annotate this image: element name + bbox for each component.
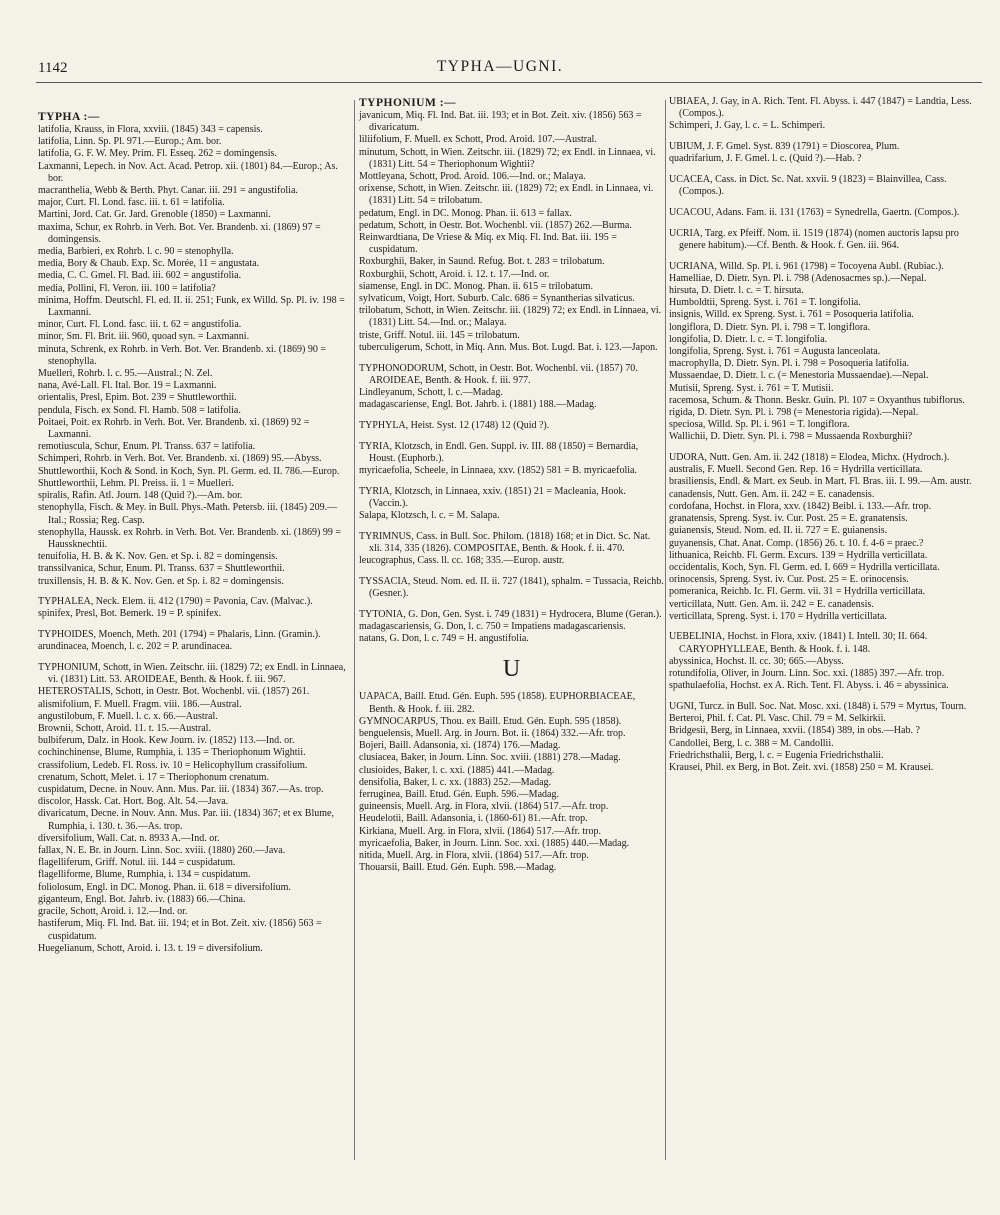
entry-gap: [359, 477, 664, 486]
entry: orientalis, Presl, Epim. Bot. 239 = Shuttleworthii.: [38, 392, 237, 404]
entry: tuberculigerum, Schott, in Miq. Ann. Mus. Bot. Lugd. Bat. i. 123.—Japon.: [359, 341, 658, 353]
entry: UEBELINIA, Hochst. in Flora, xxiv. (1841) I. Intell. 30; II. 664. CARYOPHYLLEAE, Benth. & Hook. f. i. 148.: [669, 631, 928, 655]
entry: Mutisii, Spreng. Syst. i. 761 = T. Mutisii.: [669, 382, 834, 394]
entry: Poitaei, Poit. ex Rohrb. in Verh. Bot. Ver. Brandenb. xi. (1869) 92 = Laxmanni.: [38, 416, 310, 441]
entry: flagelliferum, Griff. Notul. iii. 144 = cuspidatum.: [38, 857, 236, 869]
entry: crenatum, Schott, Melet. i. 17 = Theriophonum crenatum.: [38, 771, 269, 783]
entry: angustilobum, F. Muell. l. c. x. 66.—Austral.: [38, 710, 218, 722]
entry: myricaefolia, Scheele, in Linnaea, xxv. (1852) 581 = B. myricaefolia.: [359, 464, 637, 476]
entry: Muelleri, Rohrb. l. c. 95.—Austral.; N. Zel.: [38, 368, 213, 380]
entry: media, C. C. Gmel. Fl. Bad. iii. 602 = angustifolia.: [38, 270, 242, 282]
entry: pedatum, Schott, in Oestr. Bot. Wochenbl. vii. (1857) 262.—Burma.: [359, 219, 632, 231]
entry: pomeranica, Reichb. Ic. Fl. Germ. vii. 31 = Hydrilla verticillata.: [669, 586, 926, 598]
entry: Wallichii, D. Dietr. Syn. Pl. i. 798 = Mussaenda Roxburghii?: [669, 431, 913, 443]
entry: macranthelia, Webb & Berth. Phyt. Canar. iii. 291 = angustifolia.: [38, 185, 298, 197]
entry: minor, Sm. Fl. Brit. iii. 960, quoad syn. = Laxmanni.: [38, 331, 250, 343]
entry: UCRIA, Targ. ex Pfeiff. Nom. ii. 1519 (1874) (nomen auctoris lapsu pro genere habitum).—Cf. Benth. & Hook. f. Gen. iii. 964.: [669, 227, 959, 251]
entry: macrophylla, D. Dietr. Syn. Pl. i. 798 = Posoqueria latifolia.: [669, 358, 910, 370]
entry-gap: [669, 219, 982, 228]
entry: Brownii, Schott, Aroid. 11. t. 15.—Austral.: [38, 723, 211, 735]
entry: pendula, Fisch. ex Sond. Fl. Hamb. 508 = latifolia.: [38, 404, 241, 416]
entry: hastiferum, Miq. Fl. Ind. Bat. iii. 194; et in Bot. Zeit. xiv. (1856) 563 = cuspidatum.: [38, 918, 322, 942]
column-3: [669, 96, 982, 774]
entry-gap: [669, 198, 982, 207]
entry: Bojeri, Baill. Adansonia, xi. (1874) 176.—Madag.: [359, 740, 561, 752]
entry: sylvaticum, Voigt, Hort. Suburb. Calc. 686 = Synantherias silvaticus.: [359, 293, 635, 305]
entry: Huegelianum, Schott, Aroid. i. 13. t. 19 = diversifolium.: [38, 942, 263, 954]
column-1: [38, 110, 348, 955]
entry: racemosa, Schum. & Thonn. Beskr. Guin. Pl. 107 = Oxyanthus tubiflorus.: [669, 394, 965, 406]
entry: transsilvanica, Schur, Enum. Pl. Transs. 637 = Shuttleworthii.: [38, 563, 285, 575]
entry: quadrifarium, J. F. Gmel. l. c. (Quid ?).—Hab. ?: [669, 153, 862, 165]
section-heading: TYPHONIUM :—: [359, 97, 457, 109]
entry: Berteroi, Phil. f. Cat. Pl. Vasc. Chil. 79 = M. Selkirkii.: [669, 713, 886, 725]
entry: giganteum, Engl. Bot. Jahrb. iv. (1883) 66.—China.: [38, 893, 246, 905]
entry: Friedrichsthalii, Berg, l. c. = Eugenia Friedrichsthalii.: [669, 749, 884, 761]
entry: Kirkiana, Muell. Arg. in Flora, xlvii. (1864) 517.—Afr. trop.: [359, 825, 602, 837]
entry: TYPHYLA, Heist. Syst. 12 (1748) 12 (Quid ?).: [359, 419, 550, 431]
entry: pedatum, Engl. in DC. Monog. Phan. ii. 613 = fallax.: [359, 207, 572, 219]
entry: GYMNOCARPUS, Thou. ex Baill. Etud. Gén. Euph. 595 (1858).: [359, 715, 622, 727]
entry-gap: [669, 444, 982, 453]
entry: longifolia, Spreng. Syst. i. 761 = Augusta lanceolata.: [669, 345, 881, 357]
entry: UAPACA, Baill. Etud. Gén. Euph. 595 (1858). EUPHORBIACEAE, Benth. & Hook. f. iii. 282.: [359, 691, 636, 715]
entry: foliolosum, Engl. in DC. Monog. Phan. ii. 618 = diversifolium.: [38, 881, 291, 893]
column-divider: [354, 100, 355, 1160]
entry: guyanensis, Chat. Anat. Comp. (1856) 26. t. 10. f. 4-6 = praec.?: [669, 537, 924, 549]
entry: TYRIA, Klotzsch, in Linnaea, xxiv. (1851) 21 = Macleania, Hook. (Vaccin.).: [359, 485, 626, 509]
entry: stenophylla, Fisch. & Mey. in Bull. Phys.-Math. Petersb. iii. (1845) 209.—Ital.; Rossia; Reg. Casp.: [38, 502, 338, 526]
section-heading: TYPHA :—: [38, 111, 100, 123]
entry: verticillata, Nutt. Gen. Am. ii. 242 = E. canadensis.: [669, 598, 874, 610]
entry-gap: [359, 411, 664, 420]
entry: Reinwardtiana, De Vriese & Miq. ex Miq. Fl. Ind. Bat. iii. 195 = cuspidatum.: [359, 232, 617, 256]
entry: UBIUM, J. F. Gmel. Syst. 839 (1791) = Dioscorea, Plum.: [669, 141, 900, 153]
entry: major, Curt. Fl. Lond. fasc. iii. t. 61 = latifolia.: [38, 197, 225, 209]
entry: orinocensis, Spreng. Syst. iv. Cur. Post. 25 = E. orinocensis.: [669, 574, 909, 586]
entry: TYRIMNUS, Cass. in Bull. Soc. Philom. (1818) 168; et in Dict. Sc. Nat. xli. 314, 335 (1826). COMPOSITAE, Benth. & Hook. f. ii. 470.: [359, 530, 651, 554]
entry: trilobatum, Schott, in Wien. Zeitschr. iii. (1829) 72; ex Endl. in Linnaea, vi. (1831) Litt. 54.—Ind. or.; Malaya.: [359, 305, 662, 329]
entry: media, Barbieri, ex Rohrb. l. c. 90 = stenophylla.: [38, 246, 234, 258]
entry: latifolia, G. F. W. Mey. Prim. Fl. Esseq. 262 = domingensis.: [38, 148, 277, 160]
entry: Heudelotii, Baill. Adansonia, i. (1860-61) 81.—Afr. trop.: [359, 813, 588, 825]
entry: UCRIANA, Willd. Sp. Pl. i. 961 (1798) = Tocoyena Aubl. (Rubiac.).: [669, 260, 944, 272]
entry: Roxburghii, Schott, Aroid. i. 12. t. 17.—Ind. or.: [359, 268, 550, 280]
section-letter: U: [502, 656, 521, 683]
entry: TYTONIA, G. Don, Gen. Syst. i. 749 (1831) = Hydrocera, Blume (Geran.).: [359, 608, 662, 620]
entry: UDORA, Nutt. Gen. Am. ii. 242 (1818) = Elodea, Michx. (Hydroch.).: [669, 452, 950, 464]
entry-gap: [669, 252, 982, 261]
entry-gap: [669, 166, 982, 175]
entry: leucographus, Cass. ll. cc. 168; 335.—Europ. austr.: [359, 555, 565, 567]
entry: fallax, N. E. Br. in Journ. Linn. Soc. xviii. (1880) 260.—Java.: [38, 845, 286, 857]
entry: siamense, Engl. in DC. Monog. Phan. ii. 615 = trilobatum.: [359, 280, 593, 292]
entry: canadensis, Nutt. Gen. Am. ii. 242 = E. canadensis.: [669, 488, 875, 500]
entry: longiflora, D. Dietr. Syn. Pl. i. 798 = T. longiflora.: [669, 321, 871, 333]
entry: spathulaefolia, Hochst. ex A. Rich. Tent. Fl. Abyss. i. 46 = abyssinica.: [669, 680, 949, 692]
entry: remotiuscula, Schur, Enum. Pl. Transs. 637 = latifolia.: [38, 441, 256, 453]
entry: Humboldtii, Spreng. Syst. i. 761 = T. longifolia.: [669, 297, 861, 309]
entry: discolor, Hassk. Cat. Hort. Bog. Alt. 54.—Java.: [38, 796, 229, 808]
entry: HETEROSTALIS, Schott, in Oestr. Bot. Wochenbl. vii. (1857) 261.: [38, 686, 310, 698]
entry: spinifex, Presl, Bot. Bemerk. 19 = P. spinifex.: [38, 608, 222, 620]
entry-gap: [359, 432, 664, 441]
entry: madagascariense, Engl. Bot. Jahrb. i. (1881) 188.—Madag.: [359, 399, 597, 411]
entry: Candollei, Berg, l. c. 388 = M. Candollii.: [669, 737, 834, 749]
entry-gap: [38, 588, 348, 597]
entry: natans, G. Don, l. c. 749 = H. angustifolia.: [359, 633, 529, 645]
entry: Shuttleworthii, Koch & Sond. in Koch, Syn. Pl. Germ. ed. II. 786.—Europ.: [38, 465, 340, 477]
entry: bulbiferum, Dalz. in Hook. Kew Journ. iv. (1852) 113.—Ind. or.: [38, 735, 295, 747]
entry: speciosa, Willd. Sp. Pl. i. 961 = T. longiflora.: [669, 419, 850, 431]
entry: Schimperi, Rohrb. in Verh. Bot. Ver. Brandenb. xi. (1869) 95.—Abyss.: [38, 453, 322, 465]
entry: Lindleyanum, Schott, l. c.—Madag.: [359, 386, 503, 398]
entry: triste, Griff. Notul. iii. 145 = trilobatum.: [359, 329, 520, 341]
entry: nitida, Muell. Arg. in Flora, xlvii. (1864) 517.—Afr. trop.: [359, 850, 589, 862]
entry: orixense, Schott, in Wien. Zeitschr. iii. (1829) 72; ex Endl. in Linnaea, vi. (1831) Litt. 54 = trilobatum.: [359, 183, 654, 207]
entry: Martini, Jord. Cat. Gr. Jard. Grenoble (1850) = Laxmanni.: [38, 209, 271, 221]
entry: lithuanica, Reichb. Fl. Germ. Excurs. 139 = Hydrilla verticillata.: [669, 549, 928, 561]
entry: madagascariensis, G. Don, l. c. 750 = Impatiens madagascariensis.: [359, 621, 626, 633]
entry-gap: [38, 621, 348, 630]
entry: cordofana, Hochst. in Flora, xxv. (1842) Beibl. i. 133.—Afr. trop.: [669, 500, 932, 512]
entry: latifolia, Linn. Sp. Pl. 971.—Europ.; Am. bor.: [38, 136, 222, 148]
entry: minor, Curt. Fl. Lond. fasc. iii. t. 62 = angustifolia.: [38, 319, 242, 331]
entry: maxima, Schur, ex Rohrb. in Verh. Bot. Ver. Brandenb. xi. (1869) 97 = domingensis.: [38, 221, 321, 245]
entry: media, Pollini, Fl. Veron. iii. 100 = latifolia?: [38, 282, 216, 294]
entry: myricaefolia, Baker, in Journ. Linn. Soc. xxi. (1885) 440.—Madag.: [359, 837, 630, 849]
entry-gap: [359, 600, 664, 609]
entry: ferruginea, Baill. Etud. Gén. Euph. 596.—Madag.: [359, 789, 559, 801]
entry-gap: [359, 522, 664, 531]
entry: nana, Avé-Lall. Fl. Ital. Bor. 19 = Laxmanni.: [38, 380, 217, 392]
entry: longifolia, D. Dietr. l. c. = T. longifolia.: [669, 333, 828, 345]
entry: media, Bory & Chaub. Exp. Sc. Morée, 11 = angustata.: [38, 258, 260, 270]
running-head: TYPHA—UGNI.: [436, 58, 564, 75]
entry-gap: [669, 692, 982, 701]
entry: Krausei, Phil. ex Berg, in Bot. Zeit. xvi. (1858) 250 = M. Krausei.: [669, 761, 934, 773]
entry-gap: [669, 133, 982, 142]
entry: insignis, Willd. ex Spreng. Syst. i. 761 = Posoqueria latifolia.: [669, 309, 914, 321]
entry-gap: [359, 567, 664, 576]
entry: benguelensis, Muell. Arg. in Journ. Bot. ii. (1864) 332.—Afr. trop.: [359, 728, 626, 740]
entry: hirsuta, D. Dietr. l. c. = T. hirsuta.: [669, 284, 804, 296]
entry: densifolia, Baker, l. c. xx. (1883) 252.—Madag.: [359, 776, 552, 788]
entry: cochinchinense, Blume, Rumphia, i. 135 = Theriophonum Wightii.: [38, 747, 306, 759]
entry: Bridgesii, Berg, in Linnaea, xxvii. (1854) 389, in obs.—Hab. ?: [669, 725, 920, 737]
entry: stenophylla, Haussk. ex Rohrb. in Verh. Bot. Ver. Brandenb. xi. (1869) 99 = Haussknechtii.: [38, 526, 342, 550]
entry: brasiliensis, Endl. & Mart. ex Seub. in Mart. Fl. Bras. iii. I. 99.—Am. austr.: [669, 476, 972, 488]
entry: spiralis, Rafin. Atl. Journ. 148 (Quid ?).—Am. bor.: [38, 490, 243, 502]
entry: tenuifolia, H. B. & K. Nov. Gen. et Sp. i. 82 = domingensis.: [38, 551, 278, 563]
entry: latifolia, Krauss, in Flora, xxviii. (1845) 343 = capensis.: [38, 124, 263, 135]
entry: UBIAEA, J. Gay, in A. Rich. Tent. Fl. Abyss. i. 447 (1847) = Landtia, Less. (Compos.).: [669, 96, 972, 120]
entry: abyssinica, Hochst. ll. cc. 30; 665.—Abyss.: [669, 655, 844, 667]
entry: guianensis, Steud. Nom. ed. II. ii. 727 = E. guianensis.: [669, 525, 888, 537]
entry: Roxburghii, Baker, in Saund. Refug. Bot. t. 283 = trilobatum.: [359, 256, 605, 268]
entry: verticillata, Spreng. Syst. i. 170 = Hydrilla verticillata.: [669, 610, 887, 622]
column-divider: [665, 100, 666, 1160]
entry: TYPHALEA, Neck. Elem. ii. 412 (1790) = Pavonia, Cav. (Malvac.).: [38, 596, 313, 608]
entry: TYPHONODORUM, Schott, in Oestr. Bot. Wochenbl. vii. (1857) 70. AROIDEAE, Benth. & Hook. f. iii. 977.: [359, 362, 638, 386]
entry: occidentalis, Koch, Syn. Fl. Germ. ed. I. 669 = Hydrilla verticillata.: [669, 561, 940, 573]
entry: minuta, Schrenk, ex Rohrb. in Verh. Bot. Ver. Brandenb. xi. (1869) 90 = stenophylla.: [38, 343, 327, 367]
entry: truxillensis, H. B. & K. Nov. Gen. et Sp. i. 82 = domingensis.: [38, 575, 284, 587]
entry: UGNI, Turcz. in Bull. Soc. Nat. Mosc. xxi. (1848) i. 579 = Myrtus, Tourn.: [669, 700, 967, 712]
entry: Salapa, Klotzsch, l. c. = M. Salapa.: [359, 510, 500, 522]
entry: divaricatum, Decne. in Nouv. Ann. Mus. Par. iii. (1834) 367; et ex Blume, Rumphia, i. 130. t. 36.—As. trop.: [38, 808, 334, 832]
page-number: 1142: [38, 60, 68, 76]
entry: guineensis, Muell. Arg. in Flora, xlvii. (1864) 517.—Afr. trop.: [359, 801, 609, 813]
entry: minima, Hoffm. Deutschl. Fl. ed. II. ii. 251; Funk, ex Willd. Sp. Pl. iv. 198 = Laxmanni.: [38, 294, 345, 319]
entry: Mottleyana, Schott, Prod. Aroid. 106.—Ind. or.; Malaya.: [359, 171, 586, 183]
entry: granatensis, Spreng. Syst. iv. Cur. Post. 25 = E. granatensis.: [669, 513, 908, 525]
entry-gap: [359, 354, 664, 363]
entry: clusioides, Baker, l. c. xxi. (1885) 441.—Madag.: [359, 764, 555, 776]
entry: rotundifolia, Oliver, in Journ. Linn. Soc. xxi. (1885) 397.—Afr. trop.: [669, 668, 945, 680]
entry: clusiacea, Baker, in Journ. Linn. Soc. xviii. (1881) 278.—Madag.: [359, 752, 621, 764]
entry: Hamelliae, D. Dietr. Syn. Pl. i. 798 (Adenosacmes sp.).—Nepal.: [669, 272, 927, 284]
entry: javanicum, Miq. Fl. Ind. Bat. iii. 193; et in Bot. Zeit. xiv. (1856) 563 = divaricatum.: [359, 110, 642, 134]
entry: crassifolium, Ledeb. Fl. Ross. iv. 10 = Helicophyllum crassifolium.: [38, 759, 308, 771]
entry: TYPHOIDES, Moench, Meth. 201 (1794) = Phalaris, Linn. (Gramin.).: [38, 629, 321, 641]
entry-gap: [669, 623, 982, 632]
entry: liliifolium, F. Muell. ex Schott, Prod. Aroid. 107.—Austral.: [359, 134, 597, 146]
entry: Laxmanni, Lepech. in Nov. Act. Acad. Petrop. xii. (1801) 84.—Europ.; As. bor.: [38, 160, 338, 184]
entry: UCACOU, Adans. Fam. ii. 131 (1763) = Synedrella, Gaertn. (Compos.).: [669, 206, 960, 218]
entry: arundinacea, Moench, l. c. 202 = P. arundinacea.: [38, 641, 233, 653]
entry: minutum, Schott, in Wien. Zeitschr. iii. (1829) 72; ex Endl. in Linnaea, vi. (1831) Litt. 54 = Theriophonum Wightii?: [359, 146, 656, 170]
entry: australis, F. Muell. Second Gen. Rep. 16 = Hydrilla verticillata.: [669, 464, 923, 476]
column-2: [359, 96, 664, 874]
entry-gap: [38, 654, 348, 663]
entry: gracile, Schott, Aroid. i. 12.—Ind. or.: [38, 906, 188, 918]
entry: Shuttleworthii, Lehm. Pl. Preiss. ii. 1 = Muelleri.: [38, 477, 234, 489]
entry: cuspidatum, Decne. in Nouv. Ann. Mus. Par. iii. (1834) 367.—As. trop.: [38, 784, 324, 796]
entry: rigida, D. Dietr. Syn. Pl. i. 798 (= Menestoria rigida).—Nepal.: [669, 406, 919, 418]
entry: UCACEA, Cass. in Dict. Sc. Nat. xxvii. 9 (1823) = Blainvillea, Cass. (Compos.).: [669, 174, 947, 198]
entry: alismifolium, F. Muell. Fragm. viii. 186.—Austral.: [38, 698, 242, 710]
entry: Schimperi, J. Gay, l. c. = L. Schimperi.: [669, 120, 826, 132]
header-rule: [36, 82, 982, 83]
entry: Thouarsii, Baill. Etud. Gén. Euph. 598.—Madag.: [359, 862, 557, 874]
entry: diversifolium, Wall. Cat. n. 8933 A.—Ind. or.: [38, 832, 220, 844]
entry: Mussaendae, D. Dietr. l. c. (= Menestoria Mussaendae).—Nepal.: [669, 370, 929, 382]
entry: TYPHONIUM, Schott, in Wien. Zeitschr. iii. (1829) 72; ex Endl. in Linnaea, vi. (1831) Litt. 53. AROIDEAE, Benth. & Hook. f. iii. 967.: [38, 662, 346, 686]
entry: TYSSACIA, Steud. Nom. ed. II. ii. 727 (1841), sphalm. = Tussacia, Reichb. (Gesner.).: [359, 575, 664, 600]
entry: TYRIA, Klotzsch, in Endl. Gen. Suppl. iv. III. 88 (1850) = Bernardia, Houst. (Euphorb.).: [359, 440, 639, 464]
entry: flagelliforme, Blume, Rumphia, i. 134 = cuspidatum.: [38, 869, 251, 881]
